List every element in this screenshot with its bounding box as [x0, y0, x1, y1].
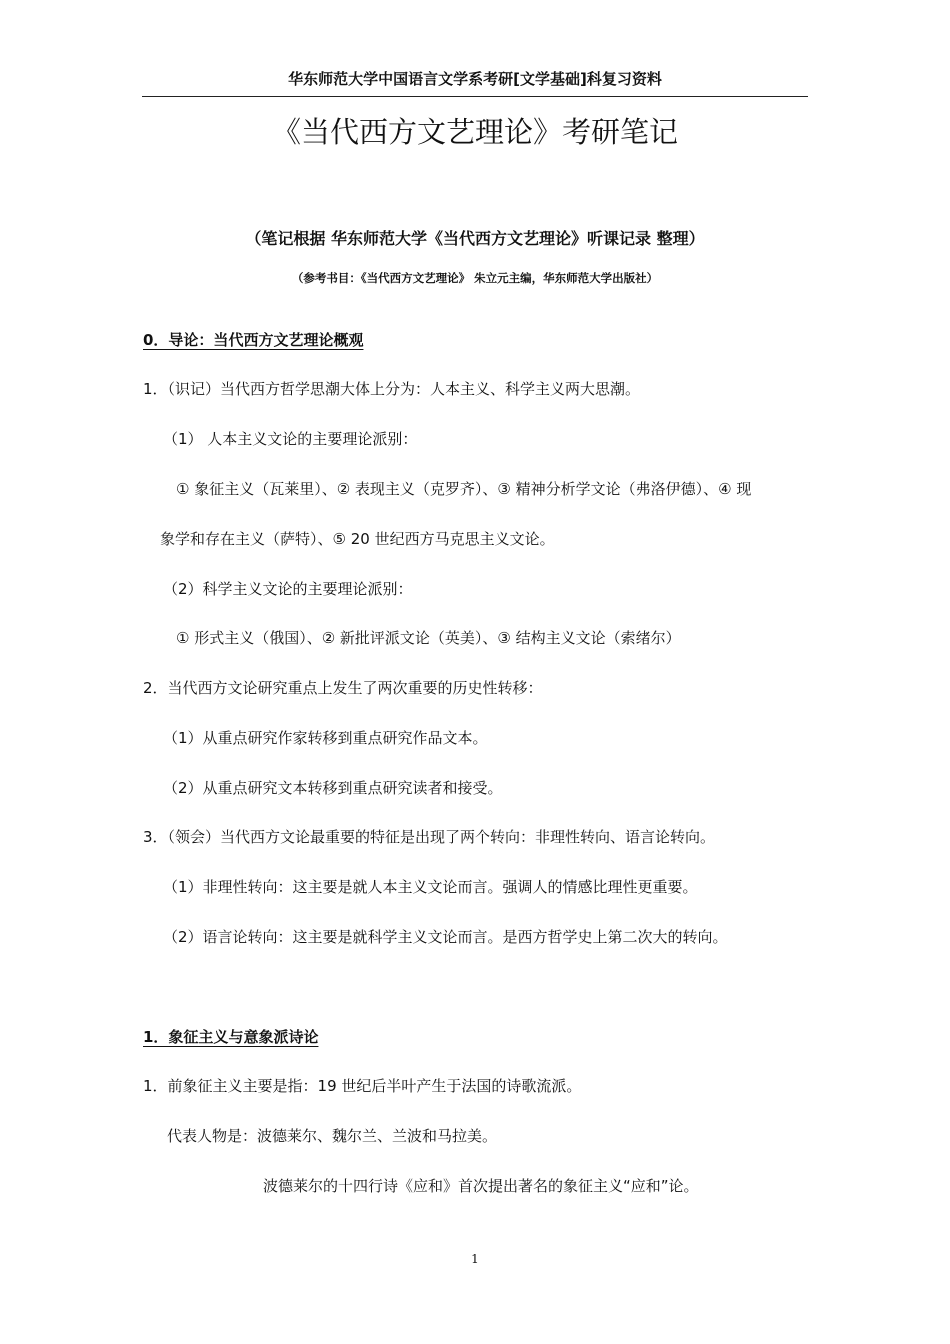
- reference-note: （参考书目：《当代西方文艺理论》 朱立元主编，华东师范大学出版社）: [291, 271, 659, 285]
- paragraph-line: 象学和存在主义（萨特）、⑤ 20 世纪西方马克思主义文论。: [160, 530, 555, 548]
- paragraph-line: （1） 人本主义文论的主要理论派别：: [163, 430, 418, 448]
- paragraph-line: （2）语言论转向：这主要是就科学主义文论而言。是西方哲学史上第二次大的转向。: [163, 928, 728, 946]
- paragraph-line: 代表人物是：波德莱尔、魏尔兰、兰波和马拉美。: [167, 1127, 498, 1145]
- paragraph-line: （2）从重点研究文本转移到重点研究读者和接受。: [163, 779, 503, 797]
- running-header: 华东师范大学中国语言文学系考研[文学基础]科复习资料: [288, 70, 662, 88]
- paragraph-line: 3．（领会）当代西方文论最重要的特征是出现了两个转向：非理性转向、语言论转向。: [143, 828, 716, 846]
- paragraph-line: （1）从重点研究作家转移到重点研究作品文本。: [163, 729, 488, 747]
- paragraph-line: ① 象征主义（瓦莱里）、② 表现主义（克罗齐）、③ 精神分析学文论（弗洛伊德）、④ 现: [176, 480, 752, 498]
- paragraph-line: 波德莱尔的十四行诗《应和》首次提出著名的象征主义“应和”论。: [263, 1177, 699, 1195]
- section-heading: 0．导论：当代西方文艺理论概观: [143, 331, 364, 349]
- page-number: 1: [471, 1252, 479, 1266]
- paragraph-line: （1）非理性转向：这主要是就人本主义文论而言。强调人的情感比理性更重要。: [163, 878, 698, 896]
- paragraph-line: 2．当代西方文论研究重点上发生了两次重要的历史性转移：: [143, 679, 543, 697]
- paragraph-line: 1．前象征主义主要是指：19 世纪后半叶产生于法国的诗歌流派。: [143, 1077, 582, 1095]
- paragraph-line: ① 形式主义（俄国）、② 新批评派文论（英美）、③ 结构主义文论（索绪尔）: [176, 629, 681, 647]
- header-rule: [142, 96, 808, 97]
- paragraph-line: 1．（识记）当代西方哲学思潮大体上分为：人本主义、科学主义两大思潮。: [143, 380, 641, 398]
- document-subtitle: （笔记根据 华东师范大学《当代西方文艺理论》听课记录 整理）: [245, 229, 705, 248]
- document-title: 《当代西方文艺理论》考研笔记: [271, 115, 678, 149]
- section-heading: 1．象征主义与意象派诗论: [143, 1028, 319, 1046]
- paragraph-line: （2）科学主义文论的主要理论派别：: [163, 580, 413, 598]
